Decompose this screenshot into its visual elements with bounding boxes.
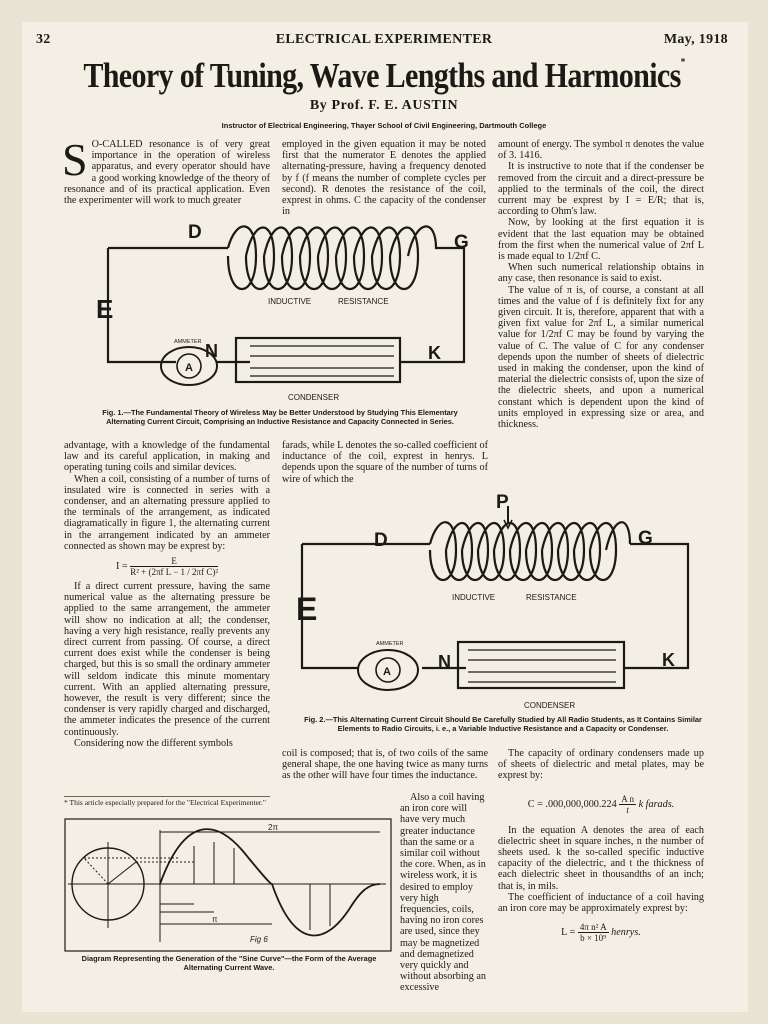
label-d: D [188,222,202,243]
condenser-label: CONDENSER [524,701,576,710]
figure-1-circuit [60,216,492,416]
page-number: 32 [36,32,51,47]
paragraph: Now, by looking at the first equation it is evident that the last equation may be obtained from the first when the numerical value of 2πf L is made equal to 1/2πf C. [498,217,704,263]
figure-2-circuit [290,486,710,716]
label-n: N [438,652,451,672]
column-2-wrap [400,792,488,994]
column-3-lower [498,748,704,988]
column-3 [498,139,704,485]
figure-6-label: Fig 6 [250,935,268,944]
paragraph: When such numerical relationship obtains in any case, then resonance is said to exist. [498,262,704,285]
article-title: Theory of Tuning, Wave Lengths and Harmonics* [83,56,685,95]
paragraph: The capacity of ordinary condensers made up of sheets of dielectric and metal plates, may be exprest by: [498,748,704,782]
pi-label: π [212,915,218,924]
paragraph: Also a coil having an iron core will have very much greater inductance than the same or a similar coil without the core. When, as in wireless work, it is desired to employ very high frequencies, coils, having no iron cores are used, since they may be magnetized and demagnetized very quickly and without absorbing an excessive [400,792,487,994]
label-e: E [96,294,114,324]
running-head: ELECTRICAL EXPERIMENTER [275,32,493,47]
dropcap: S [62,134,88,185]
column-1-body [64,440,270,788]
footnote: * This article especially prepared for the "Electrical Experimenter." [64,796,270,808]
resistance-label: RESISTANCE [338,297,389,306]
label-d: D [374,530,388,551]
paragraph: When a coil, consisting of a number of turns of insulated wire is connected in series with a condenser, and an alternating pressure applied to the terminals of the arrangement, as indicated diagramatically in figure 1, the alternating current in the arrangement indicated by an ammeter connected as shown may be exprest by: [64,473,270,552]
column-2-intro [282,139,486,218]
author-affiliation: Instructor of Electrical Engineering, Thayer School of Civil Engineering, Dartmouth College [221,121,547,130]
label-k: K [662,650,675,670]
condenser-label: CONDENSER [288,393,340,402]
label-p: P [496,492,509,513]
inductive-label: INDUCTIVE [268,297,312,306]
ammeter-label: AMMETER [376,641,404,647]
current-equation: I = $\frac{E}{\text{R² + (2πf L − 1 / 2πf C)²}}$ [115,556,219,578]
paragraph: farads, while L denotes the so-called coefficient of inductance of the coil, exprest in henrys. L depends upon the square of the number of turns of wire of which the [282,440,488,485]
label-a: A [185,362,193,374]
paragraph: The coefficient of inductance of a coil having an iron core may be approximately exprest by: [498,891,704,915]
label-n: N [205,341,218,361]
label-k: K [428,343,441,363]
paragraph: The value of π is, of course, a constant at all times and the value of f is definitely fixt for any given circuit. It is, therefore, apparent that with a given fixt value for 2πf L, a similar numerical value for 1/2πf C may be found by varying the value of C. The value of C for any condenser depends upon the number of sheets of dielectric used in making the condenser, upon the kind of material the dielectric consists of, upon the size of the dielectric sheets, and upon a numerical constant which is dependent upon the kind of units employed in expressing size or area, and thickness. [498,284,704,431]
label-g: G [454,232,469,253]
label-e: E [296,591,318,627]
figure-1-caption: Fig. 1.—The Fundamental Theory of Wireless May be Better Understood by Studying This Elementary Alternating Current Circuit, Comprising an Inductive Resistance and Capacity Connected in Series. [102,408,458,426]
paragraph: It is instructive to note that if the condenser be removed from the circuit and a direct-pressure be applied to the terminals of the coil, the direct current may be exprest by I = E/R; that is, according to Ohm's law. [498,161,704,218]
ammeter-label: AMMETER [174,339,202,345]
paragraph: employed in the given equation it may be noted first that the numerator E denotes the applied alternating-pressure, having a frequency denoted by f (f means the number of complete cycles per second). R denotes the resistance of the coil, exprest in ohms. C the capacity of the condenser in [282,139,486,218]
figure-6-sine-curve [64,818,392,956]
paragraph: advantage, with a knowledge of the fundamental law and its careful application, in making and operating tuning coils and similar devices. [64,440,270,474]
inductive-label: INDUCTIVE [452,593,496,602]
label-a: A [383,666,391,678]
paragraph: In the equation A denotes the area of each dielectric sheet in square inches, n the number of sheets used. k the so-called specific inductive capacity of the dielectric, and t the thickness of each dielectric sheet in thousandths of an inch; that is, in mils. [498,824,704,892]
byline: By Prof. F. E. AUSTIN [309,98,459,113]
figure-2-caption: Fig. 2.—This Alternating Current Circuit Should Be Carefully Studied by All Radio Students, as It Contains Similar Elements to Radio Circuits, i. e., a Variable Inductive Resistance and a Capacity or Condenser. [304,715,702,733]
capacity-equation: C = .000,000,000.224 $\frac{\text{A n}}{t}$ k farads. [527,793,675,815]
inductance-equation: L = $\frac{\text{4π n² A}}{\text{b × 10⁹}}$ henrys. [561,922,641,944]
two-pi-label: 2π [268,823,278,832]
paragraph: Considering now the different symbols [74,737,233,749]
label-g: G [638,528,653,549]
paragraph: coil is composed; that is, of two coils of the same general shape, the one having twice as many turns as the other will have four times the inductance. [282,748,488,782]
paragraph: If a direct current pressure, having the same numerical value as the alternating pressure be applied to the same arrangement, the ammeter will show no indication at all; the condenser, having a very high resistance, really prevents any direct current from passing. Of course, a direct current does exist while the condenser is being charged, but this is so small the ordinary ammeter will seldom indicate this minute momentary current. With an applied alternating pressure, however, the result is very different; since the condenser is very rapidly charged and discharged, the ammeter indicates the presence of the current continuously. [64,581,270,738]
column-2-body [282,440,488,488]
resistance-label: RESISTANCE [526,593,577,602]
issue-date: May, 1918 [663,32,728,47]
figure-6-caption: Diagram Representing the Generation of the "Sine Curve"—the Form of the Average Alternating Current Wave. [81,954,377,972]
column-1-intro [62,134,270,215]
intro-paragraph: O-CALLED resonance is of very great importance in the operation of wireless apparatus, and every operator should have a good working knowledge of the theory of resonance and of its practical application. Even the experimenter will work to much greater [64,139,270,207]
paragraph: amount of energy. The symbol π denotes the value of 3. 1416. [498,139,704,162]
